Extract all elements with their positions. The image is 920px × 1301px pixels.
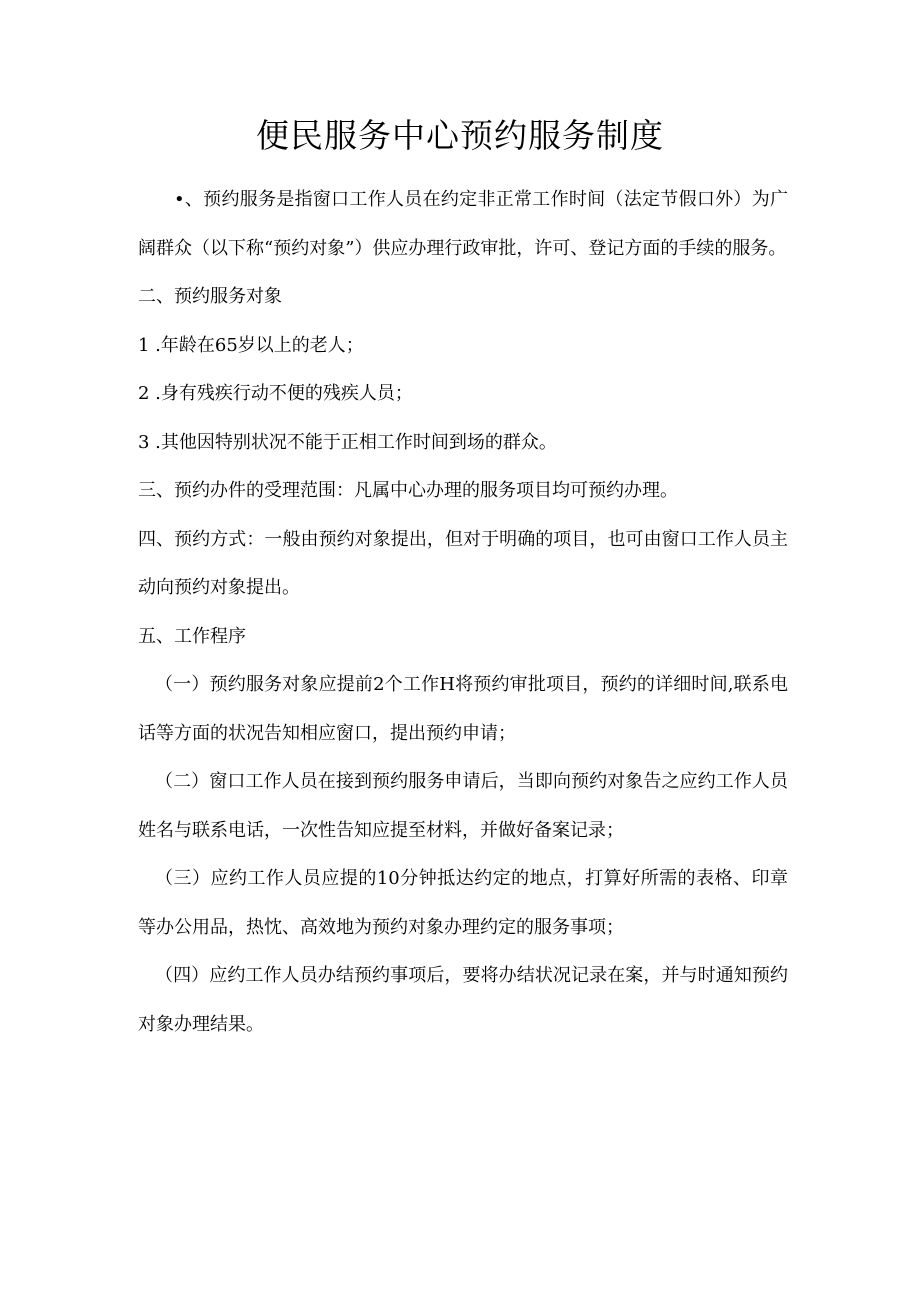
procedure-step-1: （一）预约服务对象应提前2个工作H将预约审批项目，预约的详细时间,联系电话等方面的状况告知相应窗口，提出预约申请； [138,674,788,744]
list-item-disabled: 2 .身有残疾行动不便的残疾人员； [138,383,413,404]
procedure-step-2: （二）窗口工作人员在接到预约服务申请后，当即向预约对象告之应约工作人员姓名与联系电话，一次性告知应提至材料，并做好备案记录； [138,771,788,841]
procedure-step-4: （四）应约工作人员办结预约事项后，要将办结状况记录在案，并与时通知预约对象办理结果。 [138,965,788,1035]
list-item-special-circumstances: 3 .其他因特别状况不能于正相工作时间到场的群众。 [138,431,557,453]
document-body [138,176,788,1049]
section-heading-procedure: 五、工作程序 [138,625,246,647]
procedure-step-3: （三）应约工作人员应提的10分钟抵达约定的地点，打算好所需的表格、印章等办公用品，热忱、高效地为预约对象办理约定的服务事项； [138,868,788,938]
paragraph-definition: •、预约服务是指窗口工作人员在约定非正常工作时间（法定节假口外）为广阔群众（以下称“预约对象”）供应办理行政审批，许可、登记方面的手续的服务。 [138,189,788,259]
list-item-elderly: 1 .年龄在65岁以上的老人； [138,334,364,356]
section-heading-service-targets: 二、预约服务对象 [138,286,282,307]
section-heading-method: 四、预约方式：一般由预约对象提出，但对于明确的项目，也可由窗口工作人员主动向预约对象提出。 [138,528,788,598]
section-heading-scope: 三、预约办件的受理范围：凡属中心办理的服务项目均可预约办理。 [138,480,678,501]
document-title: 便民服务中心预约服务制度 [256,116,664,155]
